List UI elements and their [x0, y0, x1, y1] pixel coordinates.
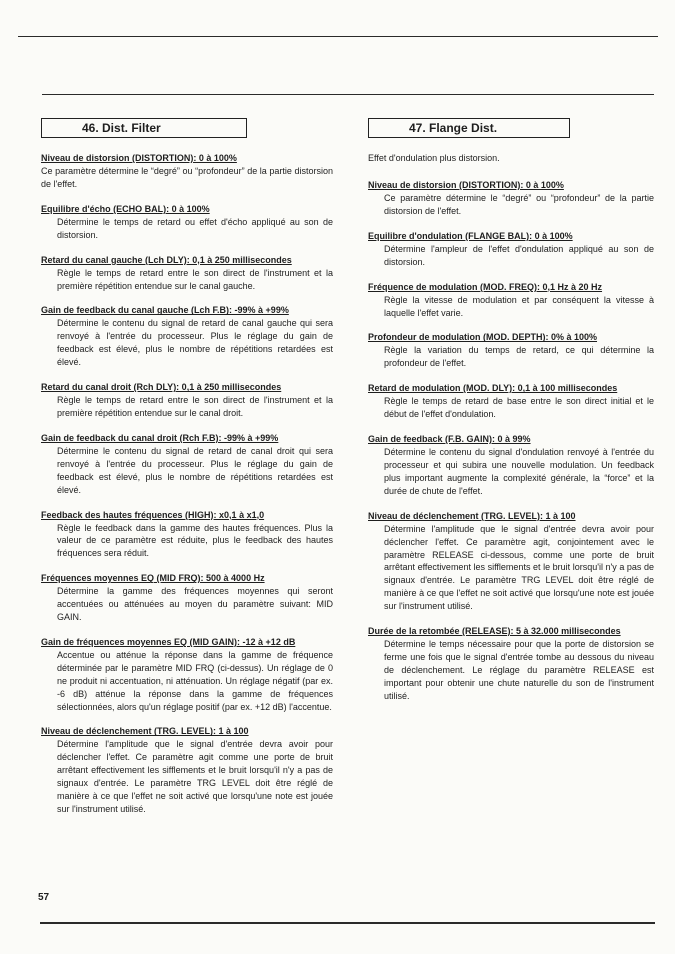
- parameter-heading: Niveau de distorsion (DISTORTION): 0 à 100%: [41, 153, 237, 163]
- parameter-heading: Feedback des hautes fréquences (HIGH): x0,1 à x1,0: [41, 509, 265, 520]
- parameter-description: Détermine l'amplitude que le signal d'entrée devra avoir pour déclencher l'effet. Ce paramètre agit comme une porte de bruit arrêtant effectivement les sifflements et le bruit lorsqu'il n'y a pas de signaux d'entrée. Le paramètre TRG LEVEL doit être réglé de manière à ce que l'effet ne soit activé que lorsqu'une note est jouée sur l'instrument utilisé.: [57, 739, 333, 814]
- section-intro: Effet d'ondulation plus distorsion.: [368, 153, 500, 163]
- parameter-description: Règle le feedback dans la gamme des hautes fréquences. Plus la valeur de ce paramètre est réduite, plus le feedback des hautes fréquences sera réduit.: [57, 522, 333, 559]
- parameter-entry: [41, 152, 333, 191]
- parameter-description: Accentue ou atténue la réponse dans la gamme de fréquence déterminée par le paramètre MID FRQ (ci-dessus). Un réglage de 0 ne produit ni accentuation, ni atténuation. Un réglage négatif (par ex. -6 dB) atténue la réponse dans la gamme de fréquences sélectionnées, alors qu'un réglage positif (par ex. +12 dB) l'accentue.: [57, 649, 333, 712]
- parameter-entry: [41, 636, 333, 714]
- parameter-description: Détermine le temps de retard ou effet d'écho appliqué au son de distorsion.: [57, 216, 333, 240]
- parameter-heading: Fréquence de modulation (MOD. FREQ): 0,1 Hz à 20 Hz: [368, 281, 603, 292]
- parameter-heading: Gain de fréquences moyennes EQ (MID GAIN): -12 à +12 dB: [41, 636, 296, 647]
- parameter-entry: [368, 625, 654, 703]
- parameter-description: Règle le temps de retard entre le son direct de l'instrument et la première répétition entendue sur le canal droit.: [57, 395, 333, 418]
- parameter-heading: Niveau de distorsion (DISTORTION): 0 à 100%: [368, 180, 564, 190]
- header-rule: [42, 94, 654, 95]
- parameter-description: Détermine le temps nécessaire pour que la porte de distorsion se ferme une fois que le signal d'entrée tombe au dessous du niveau de déclenchement. Le réglage du paramètre RELEASE est important pour obtenir une chute naturelle du son de l'instrument utilisé.: [384, 639, 654, 701]
- parameter-entry: [41, 432, 333, 497]
- section-title-box: 46. Dist. Filter: [41, 118, 247, 138]
- parameter-description: Règle la variation du temps de retard, ce qui détermine la profondeur de l'effet.: [384, 345, 654, 369]
- parameter-description: Détermine la gamme des fréquences moyennes qui seront accentuées ou atténuées au moyen du paramètre suivant: MID GAIN.: [57, 586, 333, 623]
- parameter-heading: Durée de la retombée (RELEASE): 5 à 32.000 millisecondes: [368, 626, 621, 637]
- parameter-description: Détermine le contenu du signal de retard de canal gauche qui sera renvoyé à l'entrée du processeur. Plus le réglage du gain de feedback est élevé, plus le nombre de répétitions retardées est élevé.: [57, 318, 333, 368]
- parameter-heading: Equilibre d'ondulation (FLANGE BAL): 0 à 100%: [368, 230, 573, 241]
- parameter-description: Règle la vitesse de modulation et par conséquent la vitesse à laquelle l'effet varie.: [384, 294, 654, 318]
- parameter-heading: Profondeur de modulation (MOD. DEPTH): 0% à 100%: [368, 332, 598, 343]
- parameter-entry: [41, 304, 333, 369]
- parameter-heading: Retard de modulation (MOD. DLY): 0,1 à 100 millisecondes: [368, 383, 618, 394]
- parameter-description: Ce paramètre détermine le “degré” ou “profondeur” de la partie distorsion de l'effet.: [384, 193, 654, 216]
- parameter-heading: Niveau de déclenchement (TRG. LEVEL): 1 à 100: [41, 726, 249, 737]
- parameter-entry: [368, 433, 654, 498]
- parameter-entry: [368, 510, 654, 613]
- parameter-entry: [41, 572, 333, 624]
- parameter-heading: Retard du canal gauche (Lch DLY): 0,1 à 250 millisecondes: [41, 254, 292, 265]
- parameter-description: Détermine l'ampleur de l'effet d'ondulation appliqué au son de distorsion.: [384, 243, 654, 267]
- parameter-heading: Niveau de déclenchement (TRG. LEVEL): 1 à 100: [368, 510, 576, 521]
- parameter-entry: [41, 203, 333, 242]
- right-column: [368, 118, 654, 715]
- parameter-heading: Retard du canal droit (Rch DLY): 0,1 à 250 millisecondes: [41, 382, 282, 393]
- parameter-description: Détermine le contenu du signal d'ondulation renvoyé à l'entrée du processeur et qui subira une nouvelle modulation. Un feedback plus important augmente la complexité générale, la “force” et la durée de chute de l'effet.: [384, 447, 654, 496]
- parameter-heading: Gain de feedback du canal droit (Rch F.B): -99% à +99%: [41, 432, 279, 443]
- left-column: [41, 118, 333, 828]
- section-title-box: 47. Flange Dist.: [368, 118, 570, 138]
- parameter-description: Ce paramètre détermine le “degré” ou “profondeur” de la partie distorsion de l'effet.: [41, 166, 333, 189]
- parameter-entry: [368, 382, 654, 421]
- parameter-entry: [368, 331, 654, 370]
- parameter-heading: Gain de feedback (F.B. GAIN): 0 à 99%: [368, 434, 531, 445]
- parameter-entry: [41, 509, 333, 561]
- parameter-entry: [41, 381, 333, 420]
- parameter-entry: [368, 230, 654, 269]
- parameter-description: Détermine l'amplitude que le signal d'entrée devra avoir pour déclencher l'effet. Ce paramètre agit, conjointement avec le paramètre RELEASE ci-dessous, comme une porte de bruit arrêtant effectivement les sifflements et le bruit lorsqu'il n'y a pas de signaux d'entrée. Le paramètre TRG LEVEL doit être réglé de manière à ce que l'effet ne soit activé que lorsqu'une note est jouée sur l'instrument utilisé.: [384, 523, 654, 612]
- parameter-description: Règle le temps de retard entre le son direct de l'instrument et la première répétition entendue sur le canal gauche.: [57, 267, 333, 291]
- parameter-entry: [41, 725, 333, 815]
- parameter-heading: Fréquences moyennes EQ (MID FRQ): 500 à 4000 Hz: [41, 573, 265, 584]
- parameter-entry: [368, 281, 654, 320]
- parameter-description: Règle le temps de retard de base entre le son direct initial et le début de l'effet d'ondulation.: [384, 396, 654, 420]
- parameter-entry: [368, 179, 654, 218]
- parameter-entry: [41, 254, 333, 293]
- page-number: 57: [38, 892, 50, 903]
- top-rule: [18, 36, 658, 37]
- parameter-heading: Gain de feedback du canal gauche (Lch F.B): -99% à +99%: [41, 305, 289, 316]
- parameter-description: Détermine le contenu du signal de retard de canal droit qui sera renvoyé à l'entrée du processeur. Plus le réglage du gain de feedback est élevé, plus le nombre de répétitions retardées est élevé.: [57, 445, 333, 495]
- parameter-heading: Equilibre d'écho (ECHO BAL): 0 à 100%: [41, 203, 210, 214]
- footer-rule: [40, 922, 655, 924]
